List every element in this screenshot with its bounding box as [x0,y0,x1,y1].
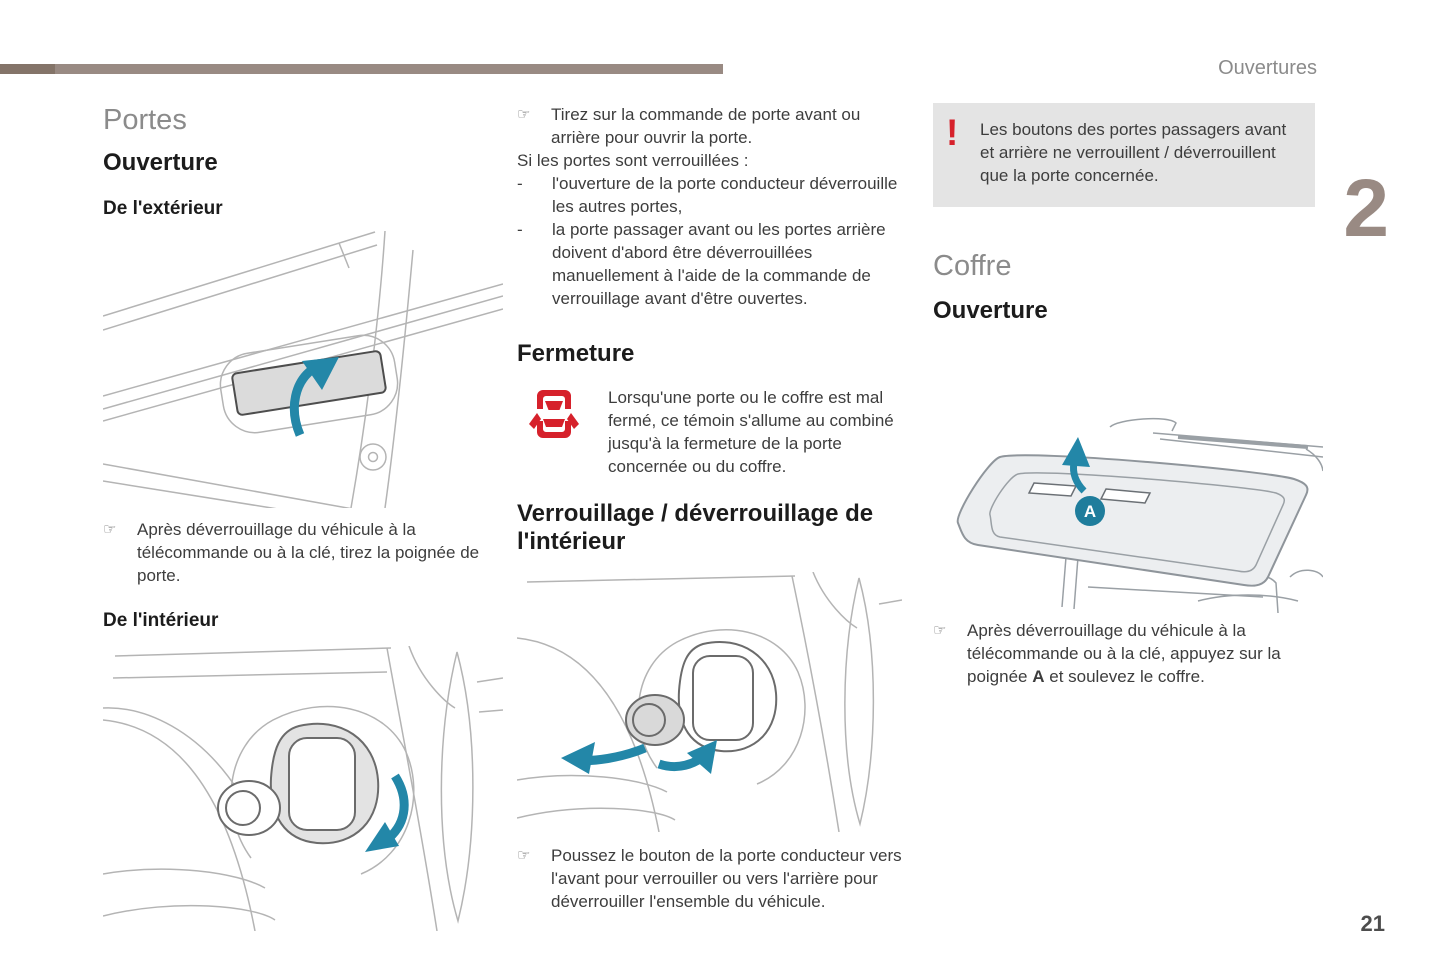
door-ajar-note [517,386,905,478]
dash-bullet: - [517,220,523,239]
note-text: Tirez sur la commande de porte avant ou arrière pour ouvrir la porte. [551,105,861,147]
exterior-door-handle-illustration [103,228,503,508]
heading-ouverture-coffre: Ouverture [933,297,1048,324]
important-note-box [933,103,1315,207]
instruction-note-push [517,844,905,913]
pointing-hand-icon: ☞ [933,622,947,639]
pointing-hand-icon: ☞ [517,106,531,123]
chapter-accent-bar-dark-segment [0,64,55,74]
note-text: Après déverrouillage du véhicule à la télécommande ou à la clé, tirez la poignée de porte. [137,520,480,585]
heading-exterieur: De l'extérieur [103,198,223,219]
warning-exclamation-icon: ! [946,112,959,153]
list-item [517,172,905,218]
heading-ouverture: Ouverture [103,149,218,176]
dash-bullet: - [517,174,523,193]
handle-a-label: A [1083,502,1097,521]
list-item-text: l'ouverture de la porte conducteur déverrouille les autres portes, [552,174,898,216]
trunk-opening-illustration [938,387,1323,613]
instruction-note-pull [517,103,905,149]
note-text: Après déverrouillage du véhicule à la télécommande ou à la clé, appuyez sur la poignée A et soulevez le coffre. [967,621,1281,686]
heading-fermeture: Fermeture [517,340,635,367]
pointing-hand-icon: ☞ [103,521,117,538]
interior-locking-illustration [517,572,902,832]
note-text: Les boutons des portes passagers avant et arrière ne verrouillent / déverrouillent que la porte concernée. [980,120,1287,185]
running-header: Ouvertures [1218,57,1317,79]
locked-intro: Si les portes sont verrouillées : [517,151,749,170]
section-title-coffre: Coffre [933,250,1012,282]
handle-a-badge [1075,496,1105,526]
note-text: Lorsqu'une porte ou le coffre est mal fermé, ce témoin s'allume au combiné jusqu'à la fermeture de la porte concernée ou du coffre. [608,388,894,476]
section-title-portes: Portes [103,104,187,136]
lock-forward-arrow-icon [561,742,645,774]
middle-column [517,103,905,913]
door-ajar-warning-icon [528,388,580,440]
heading-verrouillage: Verrouillage / déverrouillage de l'intérieur [517,500,874,555]
unlock-rearward-arrow-icon [659,740,717,774]
instruction-note-exterior [103,518,503,587]
heading-interieur: De l'intérieur [103,610,219,631]
chapter-accent-bar [0,64,723,74]
interior-door-handle-illustration [103,646,503,931]
left-column [103,103,503,931]
page-number: 21 [1360,911,1385,936]
pointing-hand-icon: ☞ [517,847,531,864]
right-column [933,103,1315,688]
list-item [517,218,905,310]
trunk-handle-slot [1029,483,1076,496]
chapter-number: 2 [1343,163,1389,254]
list-item-text: la porte passager avant ou les portes arrière doivent d'abord être déverrouillées manuellement à l'aide de la commande de verrouillage avant d'être ouvertes. [552,220,886,308]
note-text: Poussez le bouton de la porte conducteur vers l'avant pour verrouiller ou vers l'arrière pour déverrouiller l'ensemble du véhicule. [551,846,902,911]
instruction-note-trunk [933,619,1315,688]
